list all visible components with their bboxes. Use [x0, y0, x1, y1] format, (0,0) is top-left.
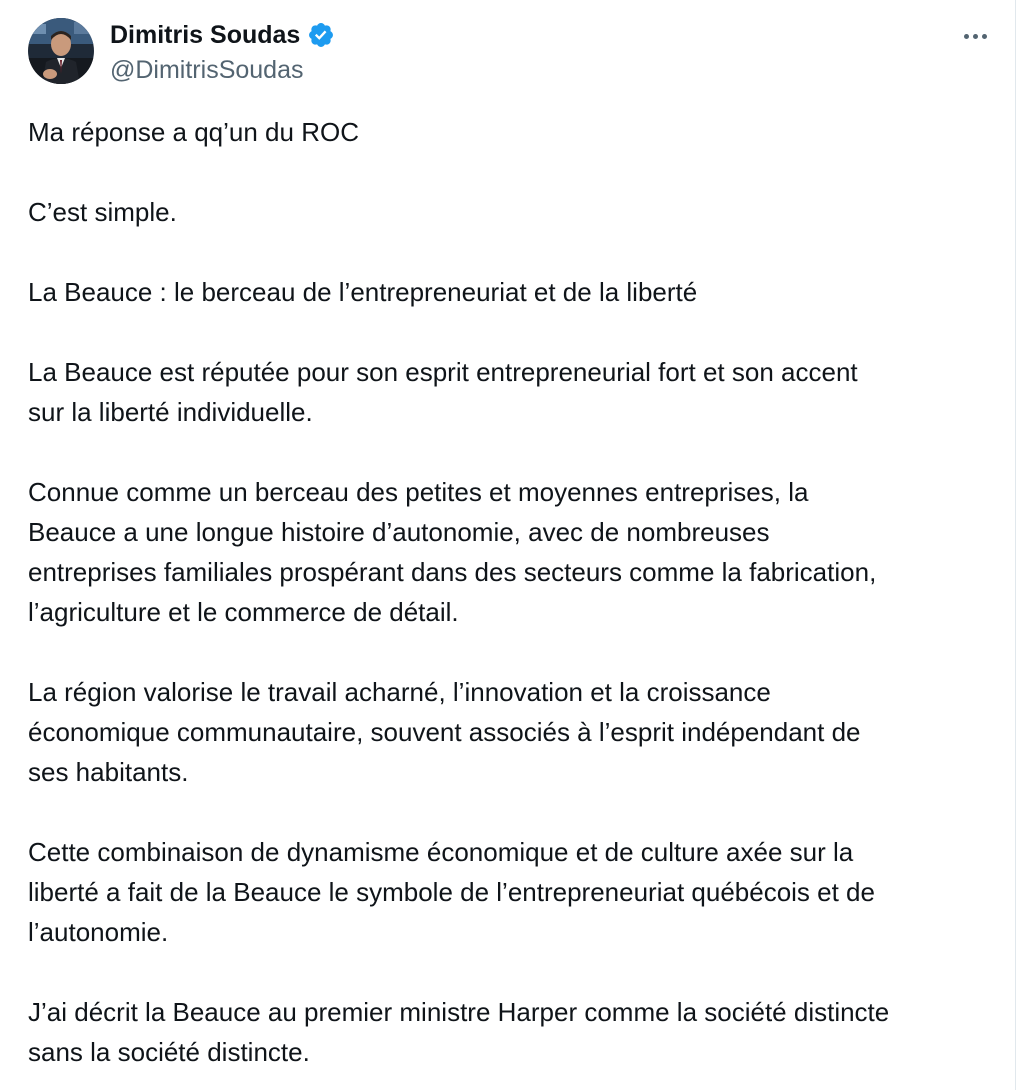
post-paragraph: La Beauce est réputée pour son esprit entrepreneurial fort et son accent sur la liberté individuelle.	[28, 357, 858, 427]
verified-badge-icon[interactable]	[307, 21, 335, 49]
author-name-row	[110, 20, 335, 50]
post-paragraph: Connue comme un berceau des petites et moyennes entreprises, la Beauce a une longue histoire d’autonomie, avec de nombreuses entreprises familiales prospérant dans des secteurs comme la fabrication, l’agriculture et le commerce de détail.	[28, 477, 877, 627]
more-horizontal-icon	[973, 34, 978, 39]
more-horizontal-icon	[982, 34, 987, 39]
post-paragraph: La région valorise le travail acharné, l’innovation et la croissance économique communautaire, souvent associés à l’esprit indépendant de ses habitants.	[28, 677, 861, 787]
post-text	[28, 112, 1003, 1072]
author-handle[interactable]: @DimitrisSoudas	[110, 56, 304, 84]
post-paragraph: Ma réponse a qq’un du ROC	[28, 117, 359, 147]
more-options-button[interactable]	[955, 22, 995, 50]
post-paragraph: J’ai décrit la Beauce au premier ministre Harper comme la société distincte sans la société distincte.	[28, 997, 890, 1067]
post-paragraph: Cette combinaison de dynamisme économique et de culture axée sur la liberté a fait de la Beauce le symbole de l’entrepreneuriat québécois et de l’autonomie.	[28, 837, 875, 947]
more-horizontal-icon	[964, 34, 969, 39]
avatar-photo-icon	[28, 18, 94, 84]
post-paragraph: La Beauce : le berceau de l’entrepreneuriat et de la liberté	[28, 277, 698, 307]
author-display-name[interactable]: Dimitris Soudas	[110, 21, 301, 49]
post-paragraph: C’est simple.	[28, 197, 177, 227]
author-avatar[interactable]	[28, 18, 94, 84]
